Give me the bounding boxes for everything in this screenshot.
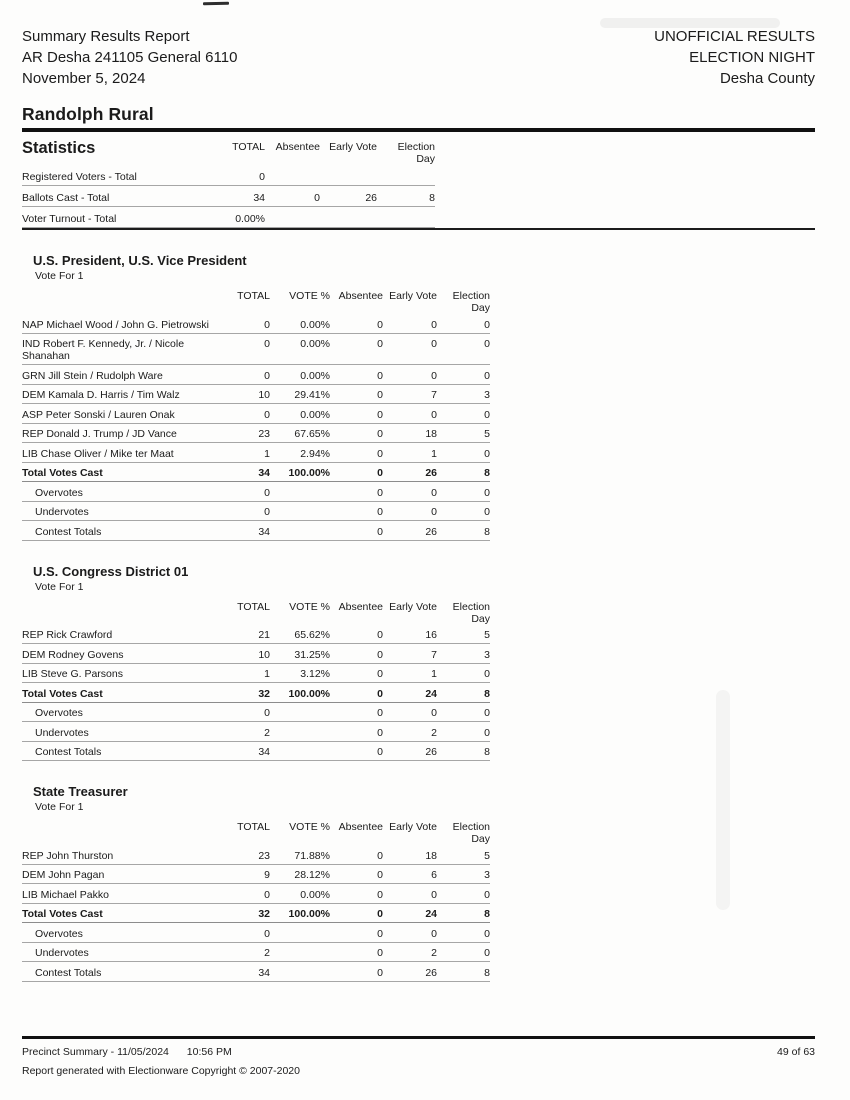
column-header-total: TOTAL [237, 290, 270, 302]
result-early-vote: 24 [425, 687, 437, 700]
result-election-day: 3 [484, 648, 490, 661]
contest-section [22, 564, 815, 762]
result-total: 34 [258, 525, 270, 538]
result-row [22, 664, 490, 684]
result-absentee: 0 [377, 746, 383, 758]
result-total: 0 [264, 888, 270, 901]
result-early-vote: 18 [425, 428, 437, 440]
footer-summary-label: Precinct Summary - 11/05/2024 [22, 1046, 169, 1058]
result-label: Total Votes Cast [22, 908, 103, 920]
result-label: DEM Kamala D. Harris / Tim Walz [22, 389, 180, 401]
result-total: 10 [258, 648, 270, 661]
result-early-vote: 1 [431, 668, 437, 680]
election-night-label: ELECTION NIGHT [689, 49, 815, 66]
result-early-vote: 2 [431, 947, 437, 959]
result-row [22, 923, 490, 943]
result-row [22, 683, 490, 703]
result-early-vote: 26 [425, 525, 437, 538]
result-row [22, 334, 490, 366]
section-divider [22, 128, 815, 132]
statistics-row [22, 165, 435, 186]
result-election-day: 0 [484, 947, 490, 959]
result-row [22, 443, 490, 463]
result-label: Overvotes [35, 486, 83, 499]
contest-section [22, 784, 815, 982]
result-election-day: 8 [484, 525, 490, 538]
stat-early-vote: 26 [365, 192, 377, 204]
result-early-vote: 2 [431, 726, 437, 739]
column-header-early-vote: Early Vote [389, 821, 437, 833]
result-absentee: 0 [377, 668, 383, 680]
result-early-vote: 7 [431, 648, 437, 661]
contest-column-headers [22, 821, 490, 845]
results-status: UNOFFICIAL RESULTS [654, 28, 815, 45]
result-row [22, 463, 490, 483]
result-row [22, 644, 490, 664]
footer-summary-info [22, 1046, 232, 1058]
contest-vote-for: Vote For 1 [35, 801, 84, 813]
result-label: REP Donald J. Trump / JD Vance [22, 428, 177, 440]
result-early-vote: 0 [431, 486, 437, 499]
result-label: REP John Thurston [22, 849, 114, 862]
result-absentee: 0 [377, 408, 383, 421]
result-row [22, 424, 490, 444]
result-absentee: 0 [377, 467, 383, 479]
result-absentee: 0 [377, 947, 383, 959]
result-vote-pct: 65.62% [294, 629, 330, 641]
result-absentee: 0 [377, 908, 383, 920]
statistics-row [22, 186, 435, 207]
contest-title: U.S. President, U.S. Vice President [33, 253, 247, 268]
result-total: 32 [258, 908, 270, 920]
contest-vote-for: Vote For 1 [35, 580, 84, 593]
result-early-vote: 6 [431, 869, 437, 881]
stat-absentee: 0 [314, 192, 320, 204]
result-early-vote: 26 [425, 746, 437, 758]
result-early-vote: 0 [431, 927, 437, 940]
result-row [22, 865, 490, 885]
result-total: 2 [264, 947, 270, 959]
result-election-day: 0 [484, 506, 490, 518]
result-label: Contest Totals [35, 525, 102, 538]
column-header-early-vote: Early Vote [389, 600, 437, 613]
result-election-day: 0 [484, 668, 490, 680]
result-row [22, 943, 490, 963]
column-header-election-day: Election Day [452, 290, 490, 314]
result-row [22, 703, 490, 723]
result-label: DEM Rodney Govens [22, 648, 124, 661]
result-label: REP Rick Crawford [22, 629, 113, 641]
result-total: 0 [264, 408, 270, 421]
result-label: LIB Michael Pakko [22, 888, 109, 901]
result-label: ASP Peter Sonski / Lauren Onak [22, 408, 175, 421]
result-row [22, 404, 490, 424]
result-early-vote: 0 [431, 707, 437, 719]
result-absentee: 0 [377, 338, 383, 350]
result-label: Undervotes [35, 726, 89, 739]
stat-election-day: 8 [429, 192, 435, 204]
result-label: Contest Totals [35, 746, 102, 758]
column-header-election-day: Election Day [452, 600, 490, 625]
result-election-day: 0 [484, 338, 490, 350]
result-early-vote: 0 [431, 408, 437, 421]
result-early-vote: 24 [425, 908, 437, 920]
result-row [22, 625, 490, 645]
result-election-day: 0 [484, 707, 490, 719]
contest-title: State Treasurer [33, 784, 128, 799]
result-absentee: 0 [377, 506, 383, 518]
result-election-day: 8 [484, 746, 490, 758]
report-footer [22, 1036, 815, 1077]
result-row [22, 502, 490, 522]
result-early-vote: 1 [431, 447, 437, 460]
result-absentee: 0 [377, 447, 383, 460]
column-header-absentee: Absentee [275, 141, 320, 153]
result-election-day: 0 [484, 486, 490, 499]
column-header-vote-pct: VOTE % [289, 600, 330, 613]
result-early-vote: 0 [431, 506, 437, 518]
result-total: 32 [258, 687, 270, 700]
result-label: DEM John Pagan [22, 869, 105, 881]
stat-label: Registered Voters - Total [22, 171, 137, 183]
result-label: Overvotes [35, 707, 83, 719]
column-header-vote-pct: VOTE % [289, 290, 330, 302]
result-election-day: 0 [484, 726, 490, 739]
county-name: Desha County [719, 70, 815, 87]
result-label: LIB Steve G. Parsons [22, 668, 123, 680]
result-label: Total Votes Cast [22, 687, 103, 700]
result-election-day: 8 [484, 966, 490, 979]
column-header-absentee: Absentee [338, 600, 383, 613]
page-number: 49 of 63 [777, 1046, 815, 1058]
result-vote-pct: 3.12% [300, 668, 330, 680]
report-header-left [22, 26, 237, 89]
result-total: 0 [264, 506, 270, 518]
result-absentee: 0 [377, 629, 383, 641]
result-absentee: 0 [377, 726, 383, 739]
result-early-vote: 7 [431, 389, 437, 401]
result-total: 1 [264, 668, 270, 680]
result-election-day: 0 [484, 408, 490, 421]
result-total: 0 [264, 338, 270, 350]
result-absentee: 0 [377, 849, 383, 862]
result-label: Contest Totals [35, 966, 102, 979]
statistics-row [22, 207, 435, 228]
result-election-day: 5 [484, 428, 490, 440]
result-absentee: 0 [377, 707, 383, 719]
result-election-day: 8 [484, 908, 490, 920]
result-vote-pct: 29.41% [294, 389, 330, 401]
result-vote-pct: 0.00% [300, 408, 330, 421]
result-early-vote: 18 [425, 849, 437, 862]
result-row [22, 482, 490, 502]
statistics-column-headers [22, 139, 435, 165]
result-label: Undervotes [35, 506, 89, 518]
result-total: 9 [264, 869, 270, 881]
result-absentee: 0 [377, 687, 383, 700]
result-election-day: 5 [484, 849, 490, 862]
contest-rows [22, 625, 815, 762]
stat-total: 0 [259, 171, 265, 183]
contest-vote-for: Vote For 1 [35, 270, 84, 282]
contest-column-headers [22, 290, 490, 314]
result-absentee: 0 [377, 428, 383, 440]
result-vote-pct: 100.00% [288, 908, 330, 920]
result-label: Undervotes [35, 947, 89, 959]
result-total: 34 [258, 467, 270, 479]
result-vote-pct: 2.94% [300, 447, 330, 460]
footer-time: 10:56 PM [186, 1046, 232, 1058]
result-absentee: 0 [377, 369, 383, 382]
result-row [22, 385, 490, 405]
footer-line1 [22, 1046, 815, 1058]
result-label: Overvotes [35, 927, 83, 940]
election-date: November 5, 2024 [22, 70, 146, 87]
result-total: 1 [264, 447, 270, 460]
column-header-election-day: Election Day [397, 141, 435, 165]
contest-column-headers [22, 601, 490, 625]
report-title: Summary Results Report [22, 28, 190, 45]
result-election-day: 3 [484, 869, 490, 881]
column-header-early-vote: Early Vote [389, 290, 437, 302]
stat-total: 34 [253, 192, 265, 204]
column-header-total: TOTAL [237, 821, 270, 833]
result-absentee: 0 [377, 869, 383, 881]
result-total: 23 [258, 849, 270, 862]
result-early-vote: 0 [431, 318, 437, 331]
result-vote-pct: 71.88% [294, 849, 330, 862]
result-total: 34 [258, 966, 270, 979]
result-total: 0 [264, 707, 270, 719]
stat-total: 0.00% [235, 213, 265, 225]
contest-rows [22, 314, 815, 541]
result-early-vote: 26 [425, 467, 437, 479]
result-row [22, 904, 490, 924]
column-header-absentee: Absentee [338, 290, 383, 302]
result-election-day: 8 [484, 687, 490, 700]
column-header-total: TOTAL [237, 600, 270, 613]
result-vote-pct: 67.65% [294, 428, 330, 440]
report-header [22, 26, 815, 89]
stat-label: Ballots Cast - Total [22, 192, 110, 204]
result-total: 21 [258, 629, 270, 641]
election-id: AR Desha 241105 General 6110 [22, 49, 238, 66]
result-total: 0 [264, 486, 270, 499]
result-total: 0 [264, 927, 270, 940]
scan-artifact [716, 690, 730, 910]
result-total: 2 [264, 726, 270, 739]
result-election-day: 0 [484, 447, 490, 460]
contest-rows [22, 845, 815, 982]
scan-artifact [600, 18, 780, 28]
statistics-title: Statistics [22, 139, 96, 157]
result-label: NAP Michael Wood / John G. Pietrowski [22, 318, 209, 331]
result-election-day: 0 [484, 927, 490, 940]
result-absentee: 0 [377, 966, 383, 979]
result-row [22, 884, 490, 904]
result-row [22, 845, 490, 865]
column-header-early-vote: Early Vote [329, 141, 377, 153]
result-absentee: 0 [377, 927, 383, 940]
result-total: 0 [264, 369, 270, 382]
column-header-vote-pct: VOTE % [289, 821, 330, 833]
footer-copyright: Report generated with Electionware Copyright © 2007-2020 [22, 1065, 300, 1077]
result-row [22, 962, 490, 982]
column-header-absentee: Absentee [338, 821, 383, 833]
result-vote-pct: 100.00% [288, 467, 330, 479]
result-early-vote: 26 [425, 966, 437, 979]
result-absentee: 0 [377, 525, 383, 538]
result-total: 0 [264, 318, 270, 331]
result-vote-pct: 100.00% [288, 687, 330, 700]
footer-rule [22, 1036, 815, 1039]
result-vote-pct: 0.00% [300, 318, 330, 331]
result-total: 10 [258, 389, 270, 401]
contest-title: U.S. Congress District 01 [33, 563, 189, 579]
result-vote-pct: 0.00% [300, 369, 330, 382]
result-vote-pct: 28.12% [294, 869, 330, 881]
result-vote-pct: 0.00% [300, 338, 330, 350]
statistics-bottom-rule [22, 228, 815, 230]
result-row [22, 365, 490, 385]
precinct-title: Randolph Rural [22, 104, 154, 124]
statistics-rows [22, 165, 815, 228]
statistics-section [22, 139, 815, 228]
result-early-vote: 16 [425, 629, 437, 641]
result-election-day: 0 [484, 318, 490, 331]
result-total: 34 [258, 746, 270, 758]
result-row [22, 722, 490, 742]
contest-section [22, 253, 815, 541]
result-election-day: 0 [484, 369, 490, 382]
result-election-day: 8 [484, 467, 490, 479]
result-label: IND Robert F. Kennedy, Jr. / Nicole Shanahan [22, 338, 185, 362]
result-absentee: 0 [377, 389, 383, 401]
result-total: 23 [258, 428, 270, 440]
result-label: Total Votes Cast [22, 467, 103, 479]
result-absentee: 0 [377, 648, 383, 661]
result-election-day: 0 [484, 888, 490, 901]
result-election-day: 5 [484, 629, 490, 641]
result-early-vote: 0 [431, 888, 437, 901]
result-label: LIB Chase Oliver / Mike ter Maat [22, 447, 174, 460]
result-label: GRN Jill Stein / Rudolph Ware [22, 369, 163, 382]
result-vote-pct: 0.00% [300, 888, 330, 901]
result-early-vote: 0 [431, 338, 437, 350]
result-election-day: 3 [484, 389, 490, 401]
column-header-total: TOTAL [232, 141, 265, 153]
result-absentee: 0 [377, 318, 383, 331]
result-vote-pct: 31.25% [294, 648, 330, 661]
scan-artifact [203, 2, 229, 5]
result-absentee: 0 [377, 888, 383, 901]
result-early-vote: 0 [431, 369, 437, 382]
result-row [22, 742, 490, 762]
report-header-right [654, 26, 815, 89]
result-row [22, 521, 490, 541]
contests-container [22, 253, 815, 982]
result-absentee: 0 [377, 486, 383, 499]
column-header-election-day: Election Day [452, 821, 490, 845]
stat-label: Voter Turnout - Total [22, 213, 117, 225]
result-row [22, 314, 490, 334]
